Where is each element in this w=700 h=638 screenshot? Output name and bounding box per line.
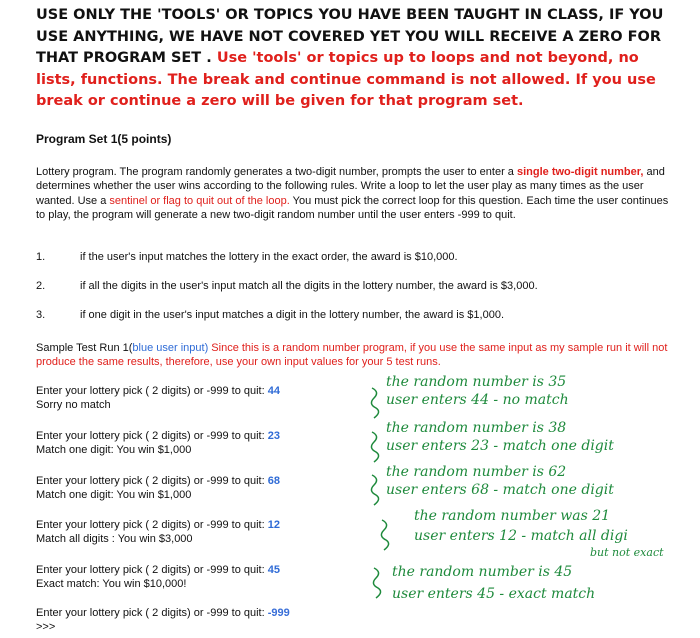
warning-black-text: USE ONLY THE 'TOOLS' OR TOPICS YOU HAVE BEEN TAUGHT IN CLASS, IF YOU USE ANYTHING, WE HAVE NOT COVERED YET YOU WILL RECEIVE A ZERO FOR THAT PROGRAM SET . (36, 7, 664, 67)
run-user-input: 44 (267, 385, 280, 397)
brace-icon (371, 432, 378, 462)
warning-red-text: Use 'tools' or topics up to loops and not beyond, no lists, functions. The break and continue command is not allowed. If you use break or continue a zero will be given for that program set. (36, 50, 656, 110)
note-line: user enters 68 - match one digit (386, 482, 614, 498)
run-result: Exact match: You win $10,000! (36, 578, 187, 591)
run-result: Match all digits : You win $3,000 (36, 533, 193, 546)
handwritten-note (373, 564, 595, 602)
sample-label: Sample Test Run 1( (36, 342, 133, 354)
note-line: the random number is 62 (386, 464, 567, 480)
run-prompt: Enter your lottery pick ( 2 digits) or -999 to quit: (36, 475, 268, 487)
note-line: the random number is 38 (386, 420, 567, 436)
rule-number: 2. (36, 280, 46, 292)
note-line: user enters 44 - no match (386, 392, 569, 408)
run-result: Match one digit: You win $1,000 (36, 489, 192, 502)
handwritten-note (371, 464, 614, 505)
run-prompt: Enter your lottery pick ( 2 digits) or -999 to quit: (36, 519, 268, 531)
note-line: the random number was 21 (414, 508, 611, 524)
run-prompt: Enter your lottery pick ( 2 digits) or -999 to quit: (36, 564, 268, 576)
brace-icon (371, 388, 378, 418)
description-highlight-sentinel: sentinel or flag to quit out of the loop. (109, 194, 290, 207)
brace-icon (381, 520, 388, 550)
sample-blue-note: blue user input) (132, 342, 209, 354)
rule-number: 3. (36, 309, 46, 321)
run-result: Match one digit: You win $1,000 (36, 444, 192, 457)
run-user-input: -999 (267, 607, 290, 619)
note-line: user enters 23 - match one digit (386, 438, 614, 454)
note-line: user enters 12 - match all digi (414, 528, 628, 544)
sample-red-note: Since this is a random number program, if you use the same input as my sample run it will not produce the same results, therefore, use your own input values for your 5 test runs. (36, 342, 668, 369)
rule-text: if one digit in the user's input matches a digit in the lottery number, the award is $1,000. (80, 309, 505, 321)
run-prompt: Enter your lottery pick ( 2 digits) or -999 to quit: (36, 385, 268, 397)
description-highlight-single-two-digit: single two-digit number, (516, 166, 644, 178)
description-part3: You must pick the correct loop for this question. Each time the user continues to play, the program will generate a new two-digit random number until the user enters -999 to quit. (36, 194, 669, 222)
handwritten-note (371, 420, 614, 462)
note-line: but not exact (590, 546, 664, 559)
note-line: user enters 45 - exact match (392, 586, 596, 602)
run-user-input: 23 (267, 430, 280, 442)
note-line: the random number is 45 (392, 564, 573, 580)
run-user-input: 68 (267, 475, 280, 487)
description-part2: and determines whether the user wins according to the following rules. Write a loop to let the user play as many times as the user wanted. Use a (36, 166, 665, 207)
description-part1: Lottery program. The program randomly generates a two-digit number, prompts the user to enter a (36, 166, 517, 178)
brace-icon (373, 568, 380, 598)
brace-icon (371, 475, 378, 505)
handwritten-note (371, 374, 568, 418)
run-user-input: 45 (267, 564, 280, 576)
run-prompt: Enter your lottery pick ( 2 digits) or -999 to quit: (36, 430, 268, 442)
rule-number: 1. (36, 251, 46, 263)
run-result: Sorry no match (36, 399, 111, 412)
run-result: >>> (36, 621, 56, 634)
rule-text: if the user's input matches the lottery in the exact order, the award is $10,000. (80, 251, 458, 263)
run-prompt: Enter your lottery pick ( 2 digits) or -999 to quit: (36, 607, 268, 619)
handwritten-note (381, 508, 664, 559)
run-user-input: 12 (267, 519, 280, 531)
rule-text: if all the digits in the user's input match all the digits in the lottery number, the award is $3,000. (80, 280, 538, 292)
program-set-title: Program Set 1(5 points) (36, 132, 172, 146)
note-line: the random number is 35 (386, 374, 567, 390)
